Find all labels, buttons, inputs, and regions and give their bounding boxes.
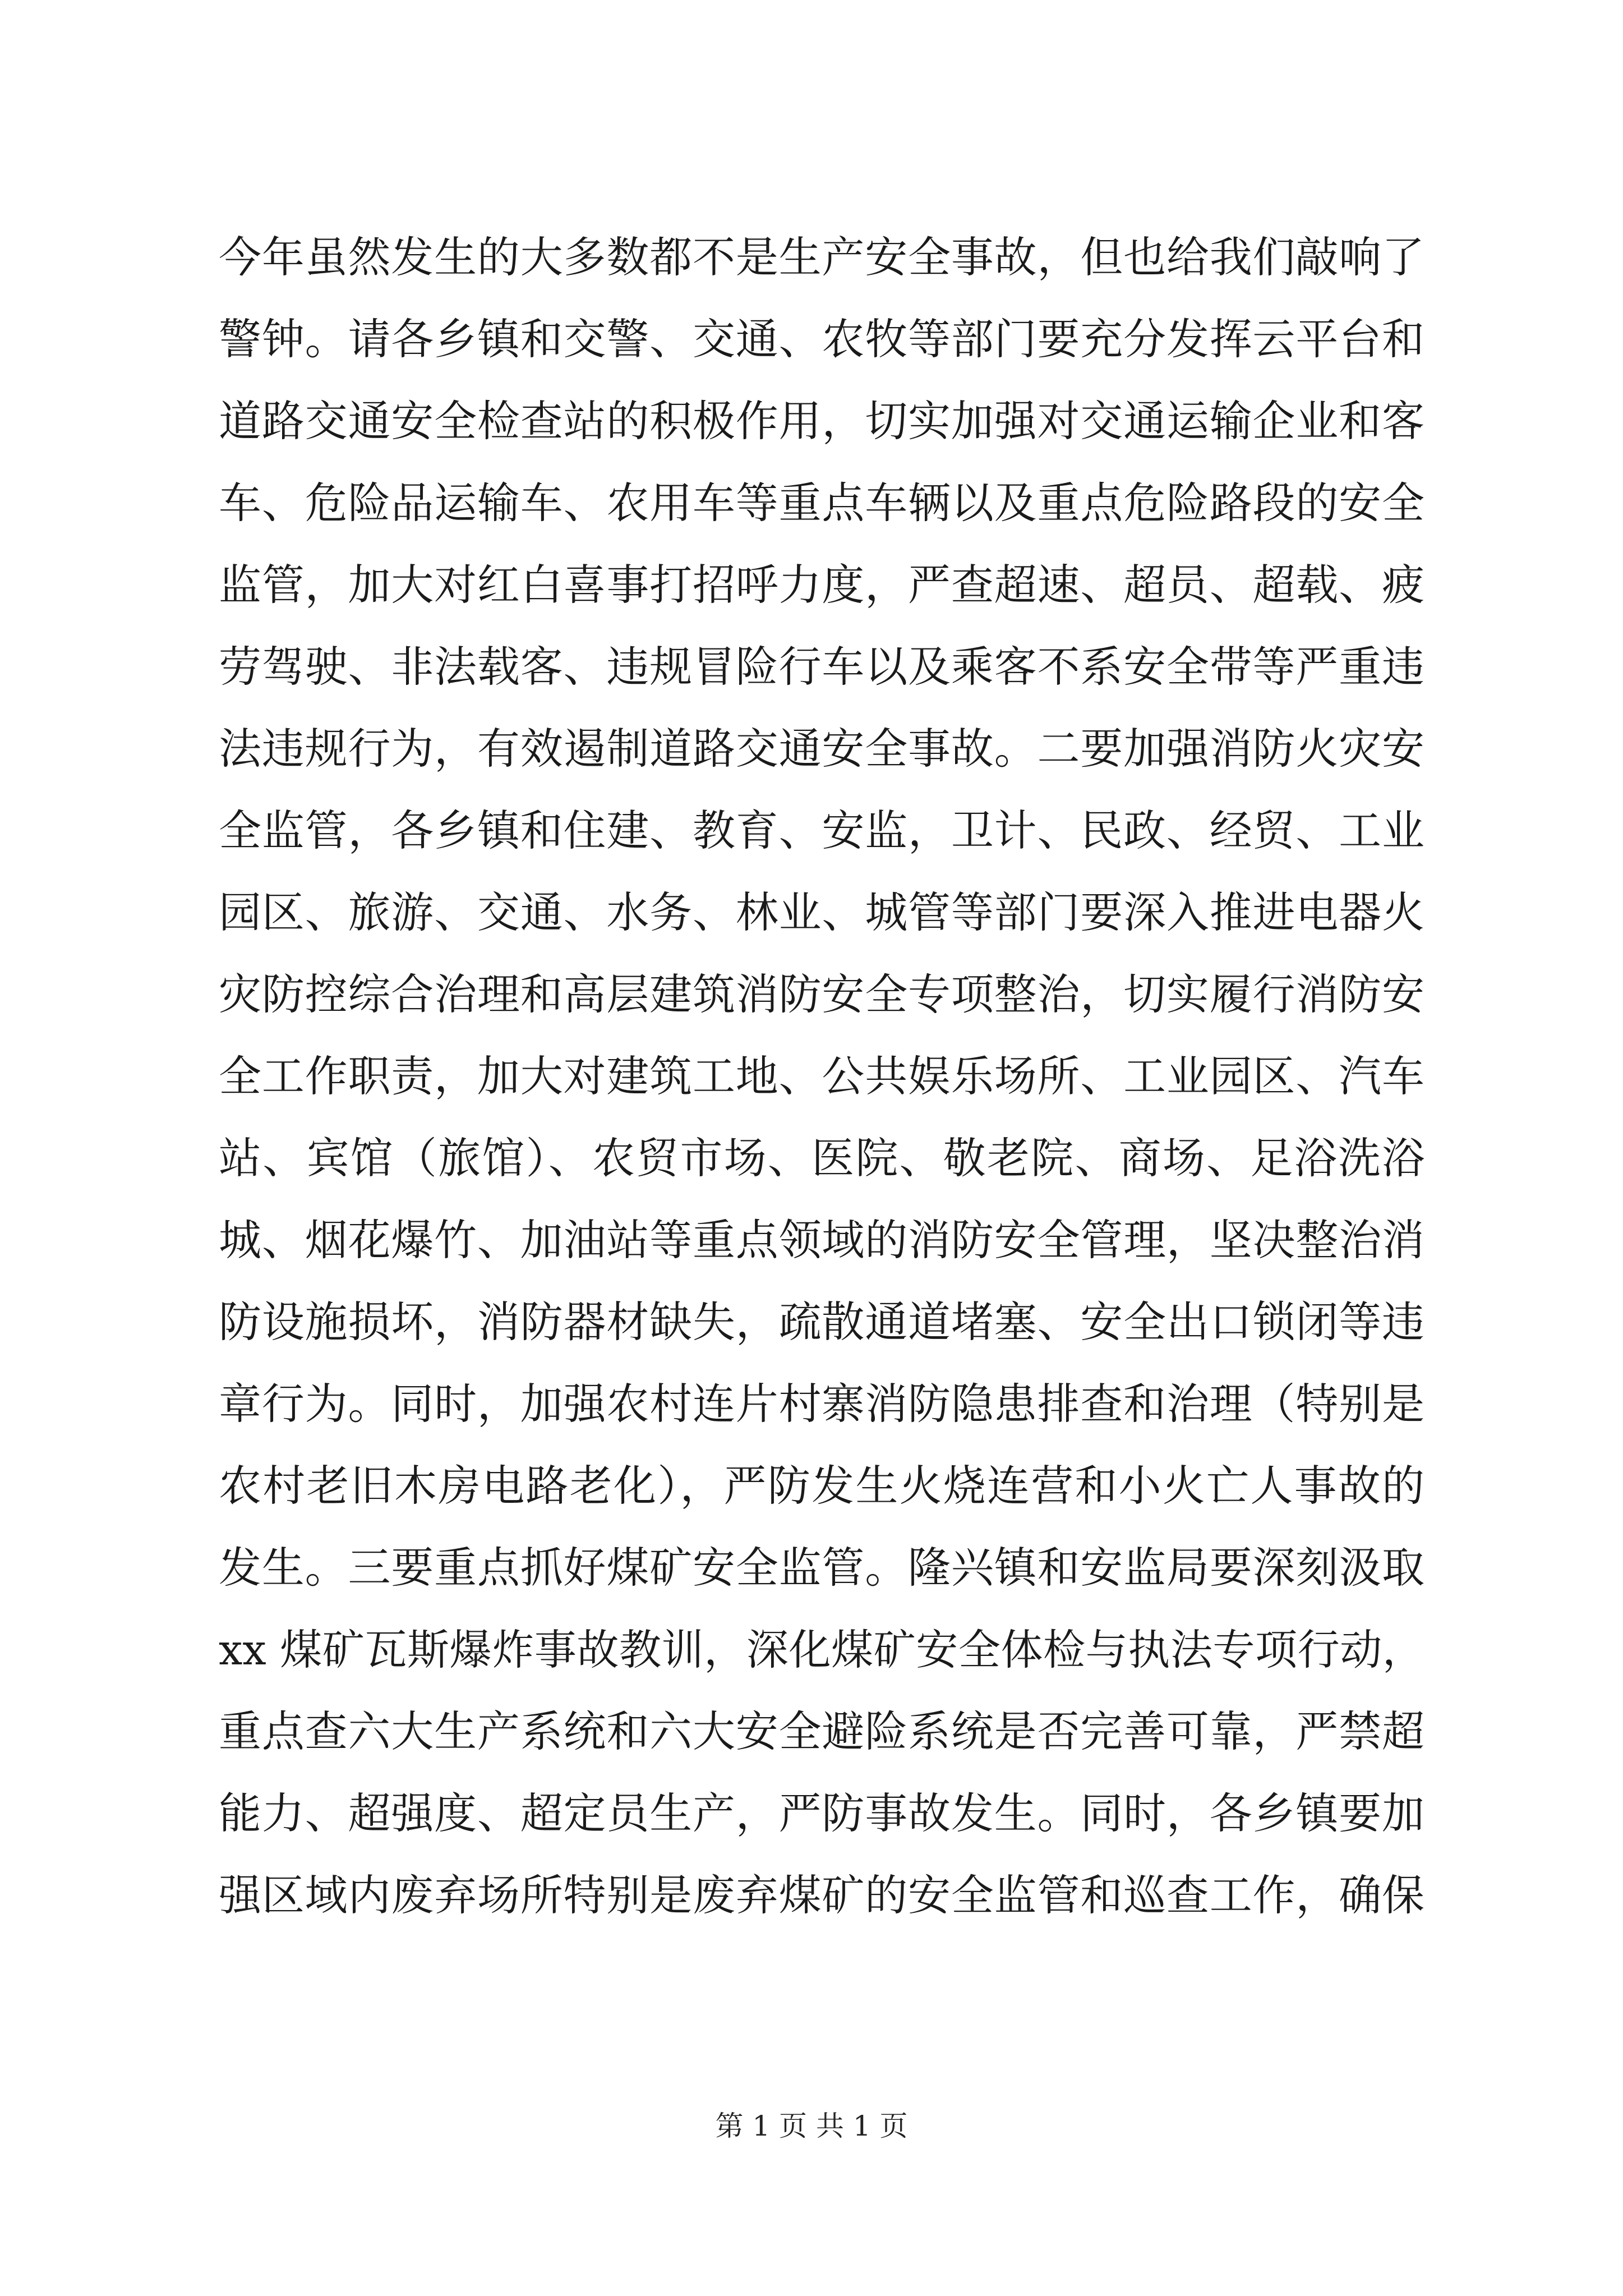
text-line: 全工作职责，加大对建筑工地、公共娱乐场所、工业园区、汽车 bbox=[219, 1051, 1424, 1101]
body-paragraph bbox=[219, 217, 1424, 1936]
page-footer: 第 1 页 共 1 页 bbox=[715, 2110, 908, 2142]
text-line: 站、宾馆（旅馆）、农贸市场、医院、敬老院、商场、足浴洗浴 bbox=[219, 1133, 1424, 1183]
text-line: 防设施损坏，消防器材缺失，疏散通道堵塞、安全出口锁闭等违 bbox=[219, 1297, 1424, 1347]
text-line: xx 煤矿瓦斯爆炸事故教训，深化煤矿安全体检与执法专项行动， bbox=[219, 1625, 1424, 1674]
text-line: 劳驾驶、非法载客、违规冒险行车以及乘客不系安全带等严重违 bbox=[219, 642, 1424, 692]
text-line: 警钟。请各乡镇和交警、交通、农牧等部门要充分发挥云平台和 bbox=[219, 314, 1424, 364]
text-line: 重点查六大生产系统和六大安全避险系统是否完善可靠，严禁超 bbox=[219, 1706, 1424, 1756]
text-line: 今年虽然发生的大多数都不是生产安全事故，但也给我们敲响了 bbox=[219, 232, 1424, 282]
text-line: 强区域内废弃场所特别是废弃煤矿的安全监管和巡查工作，确保 bbox=[219, 1870, 1424, 1920]
text-line: 农村老旧木房电路老化），严防发生火烧连营和小火亡人事故的 bbox=[219, 1461, 1424, 1511]
text-line: 全监管，各乡镇和住建、教育、安监，卫计、民政、经贸、工业 bbox=[219, 806, 1424, 855]
text-line: 城、烟花爆竹、加油站等重点领域的消防安全管理，坚决整治消 bbox=[219, 1215, 1424, 1265]
text-line: 能力、超强度、超定员生产，严防事故发生。同时，各乡镇要加 bbox=[219, 1788, 1424, 1838]
text-line: 道路交通安全检查站的积极作用，切实加强对交通运输企业和客 bbox=[219, 396, 1424, 446]
text-line: 监管，加大对红白喜事打招呼力度，严查超速、超员、超载、疲 bbox=[219, 560, 1424, 610]
text-line: 法违规行为，有效遏制道路交通安全事故。二要加强消防火灾安 bbox=[219, 724, 1424, 774]
text-line: 园区、旅游、交通、水务、林业、城管等部门要深入推进电器火 bbox=[219, 887, 1424, 937]
text-line: 章行为。同时，加强农村连片村寨消防隐患排查和治理（特别是 bbox=[219, 1379, 1424, 1429]
text-line: 发生。三要重点抓好煤矿安全监管。隆兴镇和安监局要深刻汲取 bbox=[219, 1543, 1424, 1593]
text-line: 车、危险品运输车、农用车等重点车辆以及重点危险路段的安全 bbox=[219, 478, 1424, 528]
text-line: 灾防控综合治理和高层建筑消防安全专项整治，切实履行消防安 bbox=[219, 969, 1424, 1019]
